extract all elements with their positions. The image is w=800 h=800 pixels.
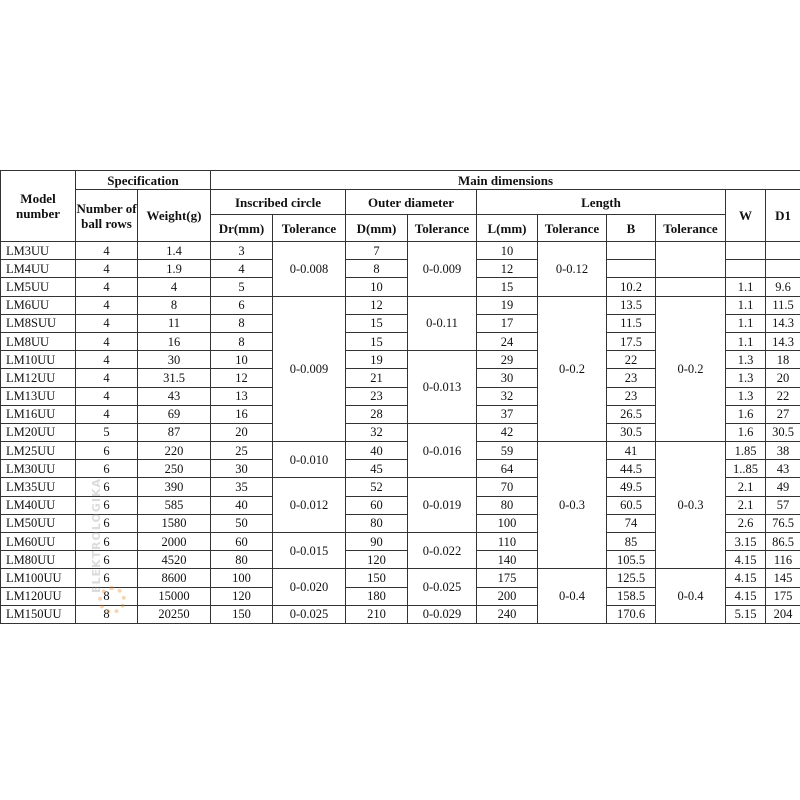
w-cell: 1.1 bbox=[726, 332, 766, 350]
table-row bbox=[1, 569, 800, 587]
model-number-cell: LM8SUU bbox=[1, 314, 76, 332]
d-cell: 8 bbox=[346, 260, 408, 278]
d-tolerance-cell: 0-0.009 bbox=[408, 242, 477, 297]
d1-cell: 145 bbox=[766, 569, 800, 587]
dr-cell: 40 bbox=[211, 496, 273, 514]
group-header-outer-diameter: Outer diameter bbox=[346, 190, 477, 215]
dr-tolerance-cell: 0-0.020 bbox=[273, 569, 346, 605]
weight-cell: 43 bbox=[138, 387, 211, 405]
d-cell: 28 bbox=[346, 405, 408, 423]
d-cell: 60 bbox=[346, 496, 408, 514]
l-tolerance-cell: 0-0.2 bbox=[538, 296, 607, 442]
w-cell: 1.6 bbox=[726, 405, 766, 423]
l-cell: 32 bbox=[477, 387, 538, 405]
dr-cell: 5 bbox=[211, 278, 273, 296]
weight-cell: 390 bbox=[138, 478, 211, 496]
weight-cell: 1.9 bbox=[138, 260, 211, 278]
w-cell: 1.3 bbox=[726, 387, 766, 405]
l-cell: 110 bbox=[477, 533, 538, 551]
d1-cell: 14.3 bbox=[766, 332, 800, 350]
weight-cell: 8600 bbox=[138, 569, 211, 587]
dr-cell: 6 bbox=[211, 296, 273, 314]
model-number-cell: LM150UU bbox=[1, 605, 76, 623]
b-cell: 74 bbox=[607, 514, 656, 532]
d1-cell: 11.5 bbox=[766, 296, 800, 314]
dr-tolerance-cell: 0-0.009 bbox=[273, 296, 346, 442]
d-cell: 150 bbox=[346, 569, 408, 587]
dr-cell: 20 bbox=[211, 423, 273, 441]
ball-rows-cell: 4 bbox=[76, 296, 138, 314]
model-number-cell: LM20UU bbox=[1, 423, 76, 441]
b-tolerance-cell bbox=[656, 242, 726, 278]
b-cell: 170.6 bbox=[607, 605, 656, 623]
dr-cell: 25 bbox=[211, 442, 273, 460]
d-tolerance-cell: 0-0.016 bbox=[408, 423, 477, 478]
l-cell: 70 bbox=[477, 478, 538, 496]
d-cell: 80 bbox=[346, 514, 408, 532]
model-number-cell: LM30UU bbox=[1, 460, 76, 478]
b-cell: 158.5 bbox=[607, 587, 656, 605]
b-cell: 30.5 bbox=[607, 423, 656, 441]
header-row-top bbox=[1, 171, 800, 190]
ball-rows-cell: 4 bbox=[76, 405, 138, 423]
d1-cell: 38 bbox=[766, 442, 800, 460]
ball-rows-cell: 6 bbox=[76, 533, 138, 551]
d1-cell: 27 bbox=[766, 405, 800, 423]
d-tolerance-cell: 0-0.022 bbox=[408, 533, 477, 569]
model-number-cell: LM50UU bbox=[1, 514, 76, 532]
dr-cell: 80 bbox=[211, 551, 273, 569]
col-header-b-tolerance: Tolerance bbox=[656, 215, 726, 242]
w-cell: 1.1 bbox=[726, 278, 766, 296]
header-row-middle bbox=[1, 190, 800, 215]
b-cell: 105.5 bbox=[607, 551, 656, 569]
weight-cell: 31.5 bbox=[138, 369, 211, 387]
table-body bbox=[1, 242, 800, 624]
d-cell: 210 bbox=[346, 605, 408, 623]
d1-cell: 14.3 bbox=[766, 314, 800, 332]
weight-cell: 87 bbox=[138, 423, 211, 441]
w-cell: 1.1 bbox=[726, 296, 766, 314]
w-cell: 3.15 bbox=[726, 533, 766, 551]
b-cell: 10.2 bbox=[607, 278, 656, 296]
l-cell: 30 bbox=[477, 369, 538, 387]
group-header-length: Length bbox=[477, 190, 726, 215]
l-cell: 80 bbox=[477, 496, 538, 514]
d-cell: 21 bbox=[346, 369, 408, 387]
dr-cell: 150 bbox=[211, 605, 273, 623]
d1-cell: 76.5 bbox=[766, 514, 800, 532]
w-cell: 4.15 bbox=[726, 587, 766, 605]
l-cell: 100 bbox=[477, 514, 538, 532]
col-header-dr-tolerance: Tolerance bbox=[273, 215, 346, 242]
weight-cell: 1580 bbox=[138, 514, 211, 532]
w-cell: 5.15 bbox=[726, 605, 766, 623]
ball-rows-cell: 4 bbox=[76, 387, 138, 405]
dr-cell: 10 bbox=[211, 351, 273, 369]
w-cell: 1.3 bbox=[726, 369, 766, 387]
b-cell: 11.5 bbox=[607, 314, 656, 332]
ball-rows-cell: 4 bbox=[76, 242, 138, 260]
b-cell: 85 bbox=[607, 533, 656, 551]
b-cell: 125.5 bbox=[607, 569, 656, 587]
dr-cell: 3 bbox=[211, 242, 273, 260]
model-number-cell: LM100UU bbox=[1, 569, 76, 587]
group-header-main-dimensions: Main dimensions bbox=[211, 171, 800, 190]
linear-bearing-spec-table bbox=[0, 170, 800, 624]
d-cell: 40 bbox=[346, 442, 408, 460]
b-cell: 13.5 bbox=[607, 296, 656, 314]
ball-rows-cell: 4 bbox=[76, 314, 138, 332]
dr-cell: 60 bbox=[211, 533, 273, 551]
model-number-cell: LM8UU bbox=[1, 332, 76, 350]
b-tolerance-cell bbox=[656, 278, 726, 296]
b-cell bbox=[607, 260, 656, 278]
l-cell: 175 bbox=[477, 569, 538, 587]
model-number-cell: LM5UU bbox=[1, 278, 76, 296]
w-cell: 4.15 bbox=[726, 569, 766, 587]
d-cell: 7 bbox=[346, 242, 408, 260]
ball-rows-cell: 4 bbox=[76, 369, 138, 387]
dr-tolerance-cell: 0-0.025 bbox=[273, 605, 346, 623]
model-number-cell: LM6UU bbox=[1, 296, 76, 314]
l-tolerance-cell: 0-0.4 bbox=[538, 569, 607, 624]
l-cell: 59 bbox=[477, 442, 538, 460]
d-cell: 15 bbox=[346, 332, 408, 350]
weight-cell: 2000 bbox=[138, 533, 211, 551]
b-cell bbox=[607, 242, 656, 260]
d-cell: 32 bbox=[346, 423, 408, 441]
b-cell: 23 bbox=[607, 387, 656, 405]
l-tolerance-cell: 0-0.3 bbox=[538, 442, 607, 569]
d-cell: 12 bbox=[346, 296, 408, 314]
model-number-cell: LM3UU bbox=[1, 242, 76, 260]
dr-cell: 30 bbox=[211, 460, 273, 478]
col-header-d: D(mm) bbox=[346, 215, 408, 242]
model-number-cell: LM35UU bbox=[1, 478, 76, 496]
dr-tolerance-cell: 0-0.012 bbox=[273, 478, 346, 533]
w-cell: 4.15 bbox=[726, 551, 766, 569]
l-cell: 37 bbox=[477, 405, 538, 423]
d-cell: 15 bbox=[346, 314, 408, 332]
w-cell: 1..85 bbox=[726, 460, 766, 478]
d1-cell: 49 bbox=[766, 478, 800, 496]
l-cell: 24 bbox=[477, 332, 538, 350]
d1-cell: 86.5 bbox=[766, 533, 800, 551]
l-cell: 140 bbox=[477, 551, 538, 569]
weight-cell: 15000 bbox=[138, 587, 211, 605]
d-cell: 45 bbox=[346, 460, 408, 478]
l-cell: 42 bbox=[477, 423, 538, 441]
d1-cell: 30.5 bbox=[766, 423, 800, 441]
d1-cell: 22 bbox=[766, 387, 800, 405]
weight-cell: 250 bbox=[138, 460, 211, 478]
weight-cell: 20250 bbox=[138, 605, 211, 623]
ball-rows-cell: 6 bbox=[76, 569, 138, 587]
ball-rows-cell: 4 bbox=[76, 332, 138, 350]
l-cell: 200 bbox=[477, 587, 538, 605]
d-tolerance-cell: 0-0.019 bbox=[408, 478, 477, 533]
dr-tolerance-cell: 0-0.008 bbox=[273, 242, 346, 297]
ball-rows-cell: 6 bbox=[76, 460, 138, 478]
d1-cell: 204 bbox=[766, 605, 800, 623]
b-cell: 17.5 bbox=[607, 332, 656, 350]
col-header-l-tolerance: Tolerance bbox=[538, 215, 607, 242]
model-number-cell: LM60UU bbox=[1, 533, 76, 551]
ball-rows-cell: 8 bbox=[76, 587, 138, 605]
weight-cell: 11 bbox=[138, 314, 211, 332]
d1-cell bbox=[766, 242, 800, 260]
group-header-inscribed-circle: Inscribed circle bbox=[211, 190, 346, 215]
table-row bbox=[1, 296, 800, 314]
l-cell: 64 bbox=[477, 460, 538, 478]
col-header-b: B bbox=[607, 215, 656, 242]
col-header-d1: D1 bbox=[766, 190, 800, 242]
b-tolerance-cell: 0-0.2 bbox=[656, 296, 726, 442]
b-cell: 23 bbox=[607, 369, 656, 387]
ball-rows-cell: 6 bbox=[76, 496, 138, 514]
d1-cell: 116 bbox=[766, 551, 800, 569]
dr-cell: 13 bbox=[211, 387, 273, 405]
w-cell: 2.1 bbox=[726, 478, 766, 496]
dr-cell: 16 bbox=[211, 405, 273, 423]
d-tolerance-cell: 0-0.029 bbox=[408, 605, 477, 623]
l-tolerance-cell: 0-0.12 bbox=[538, 242, 607, 297]
weight-cell: 30 bbox=[138, 351, 211, 369]
group-header-specification: Specification bbox=[76, 171, 211, 190]
dr-cell: 35 bbox=[211, 478, 273, 496]
d1-cell: 20 bbox=[766, 369, 800, 387]
dr-cell: 120 bbox=[211, 587, 273, 605]
d-cell: 120 bbox=[346, 551, 408, 569]
weight-cell: 16 bbox=[138, 332, 211, 350]
model-number-cell: LM40UU bbox=[1, 496, 76, 514]
b-cell: 60.5 bbox=[607, 496, 656, 514]
weight-cell: 220 bbox=[138, 442, 211, 460]
d-cell: 180 bbox=[346, 587, 408, 605]
dr-cell: 8 bbox=[211, 314, 273, 332]
ball-rows-cell: 4 bbox=[76, 278, 138, 296]
model-number-cell: LM4UU bbox=[1, 260, 76, 278]
weight-cell: 4520 bbox=[138, 551, 211, 569]
dr-tolerance-cell: 0-0.010 bbox=[273, 442, 346, 478]
model-number-cell: LM12UU bbox=[1, 369, 76, 387]
ball-rows-cell: 6 bbox=[76, 478, 138, 496]
col-header-ball-rows: Number of ball rows bbox=[76, 190, 138, 242]
ball-rows-cell: 4 bbox=[76, 260, 138, 278]
b-cell: 44.5 bbox=[607, 460, 656, 478]
weight-cell: 585 bbox=[138, 496, 211, 514]
w-cell: 1.6 bbox=[726, 423, 766, 441]
d-tolerance-cell: 0-0.025 bbox=[408, 569, 477, 605]
d-cell: 23 bbox=[346, 387, 408, 405]
model-number-cell: LM80UU bbox=[1, 551, 76, 569]
dr-tolerance-cell: 0-0.015 bbox=[273, 533, 346, 569]
w-cell: 2.6 bbox=[726, 514, 766, 532]
model-number-cell: LM10UU bbox=[1, 351, 76, 369]
col-header-d-tolerance: Tolerance bbox=[408, 215, 477, 242]
model-number-cell: LM120UU bbox=[1, 587, 76, 605]
ball-rows-cell: 4 bbox=[76, 351, 138, 369]
w-cell: 1.3 bbox=[726, 351, 766, 369]
w-cell: 2.1 bbox=[726, 496, 766, 514]
weight-cell: 1.4 bbox=[138, 242, 211, 260]
w-cell: 1.85 bbox=[726, 442, 766, 460]
model-number-cell: LM25UU bbox=[1, 442, 76, 460]
dr-cell: 100 bbox=[211, 569, 273, 587]
b-cell: 41 bbox=[607, 442, 656, 460]
ball-rows-cell: 6 bbox=[76, 442, 138, 460]
table-row bbox=[1, 242, 800, 260]
ball-rows-cell: 8 bbox=[76, 605, 138, 623]
weight-cell: 4 bbox=[138, 278, 211, 296]
l-cell: 240 bbox=[477, 605, 538, 623]
weight-cell: 69 bbox=[138, 405, 211, 423]
table-row bbox=[1, 442, 800, 460]
dr-cell: 8 bbox=[211, 332, 273, 350]
l-cell: 12 bbox=[477, 260, 538, 278]
ball-rows-cell: 6 bbox=[76, 551, 138, 569]
ball-rows-cell: 6 bbox=[76, 514, 138, 532]
l-cell: 29 bbox=[477, 351, 538, 369]
d1-cell: 175 bbox=[766, 587, 800, 605]
dr-cell: 4 bbox=[211, 260, 273, 278]
d-tolerance-cell: 0-0.013 bbox=[408, 351, 477, 424]
model-number-cell: LM13UU bbox=[1, 387, 76, 405]
w-cell bbox=[726, 242, 766, 260]
d-cell: 52 bbox=[346, 478, 408, 496]
watermark-lettering: ELEKTROLOGIKA bbox=[90, 478, 103, 594]
dr-cell: 50 bbox=[211, 514, 273, 532]
table-row bbox=[1, 278, 800, 296]
col-header-l: L(mm) bbox=[477, 215, 538, 242]
d1-cell: 43 bbox=[766, 460, 800, 478]
b-cell: 26.5 bbox=[607, 405, 656, 423]
d1-cell: 18 bbox=[766, 351, 800, 369]
d-cell: 10 bbox=[346, 278, 408, 296]
d1-cell bbox=[766, 260, 800, 278]
b-tolerance-cell: 0-0.3 bbox=[656, 442, 726, 569]
dr-cell: 12 bbox=[211, 369, 273, 387]
d1-cell: 57 bbox=[766, 496, 800, 514]
col-header-weight: Weight(g) bbox=[138, 190, 211, 242]
w-cell: 1.1 bbox=[726, 314, 766, 332]
w-cell bbox=[726, 260, 766, 278]
col-header-model-number: Model number bbox=[1, 171, 76, 242]
model-number-cell: LM16UU bbox=[1, 405, 76, 423]
b-cell: 22 bbox=[607, 351, 656, 369]
l-cell: 19 bbox=[477, 296, 538, 314]
d-tolerance-cell: 0-0.11 bbox=[408, 296, 477, 351]
ball-rows-cell: 5 bbox=[76, 423, 138, 441]
weight-cell: 8 bbox=[138, 296, 211, 314]
d-cell: 19 bbox=[346, 351, 408, 369]
l-cell: 15 bbox=[477, 278, 538, 296]
col-header-w: W bbox=[726, 190, 766, 242]
l-cell: 10 bbox=[477, 242, 538, 260]
b-tolerance-cell: 0-0.4 bbox=[656, 569, 726, 624]
b-cell: 49.5 bbox=[607, 478, 656, 496]
d-cell: 90 bbox=[346, 533, 408, 551]
d1-cell: 9.6 bbox=[766, 278, 800, 296]
l-cell: 17 bbox=[477, 314, 538, 332]
col-header-dr: Dr(mm) bbox=[211, 215, 273, 242]
